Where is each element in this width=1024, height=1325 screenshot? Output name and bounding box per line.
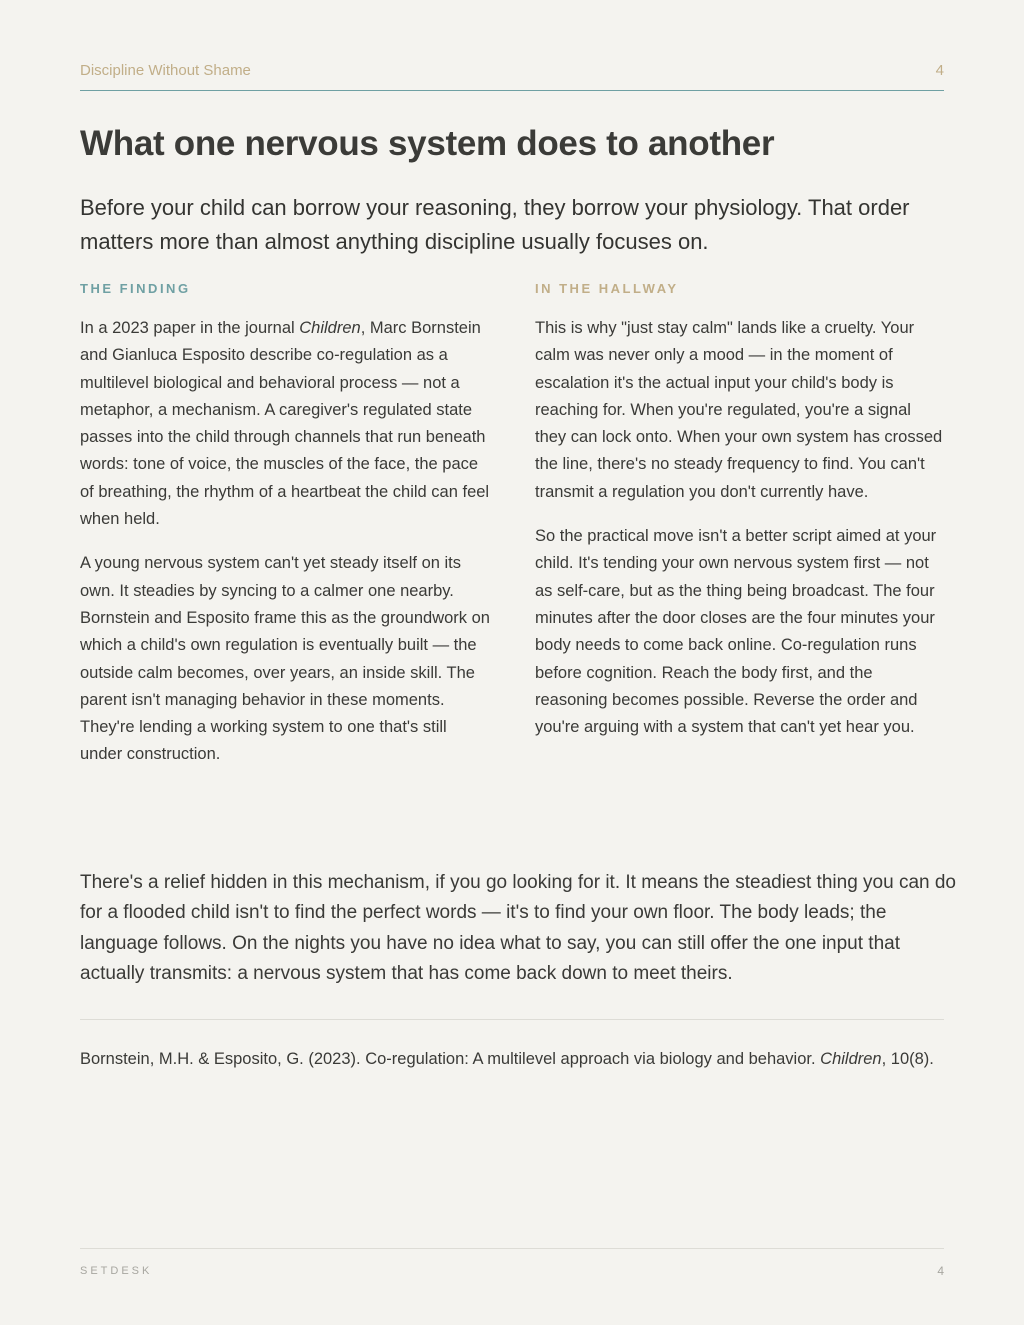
citation-divider bbox=[80, 1019, 944, 1020]
finding-paragraph-1-rest: , Marc Bornstein and Gianluca Esposito describe co-regulation as a multilevel biological and behavioral process — not a metaphor, a mechanism. A caregiver's regulated state passes into the child through channels that run beneath words: tone of voice, the muscles of the face, the pace of breathing, the rhythm of a heartbeat the child can feel when held. bbox=[80, 319, 490, 529]
finding-paragraph-1-start: In a 2023 paper in the journal bbox=[80, 319, 300, 337]
running-header-page-number: 4 bbox=[935, 62, 944, 79]
lede-paragraph: Before your child can borrow your reasoning, they borrow your physiology. That order matters more than almost anything discipline usually focuses on. bbox=[80, 195, 910, 254]
footer-brand: SETDESK bbox=[80, 1265, 153, 1277]
finding-label: THE FINDING bbox=[80, 281, 191, 296]
hallway-column bbox=[535, 281, 945, 758]
running-header bbox=[80, 60, 944, 91]
closing-paragraph: There's a relief hidden in this mechanism, if you go looking for it. It means the steadiest thing you can do for a flooded child isn't to find the perfect words — it's to find your own floor. The body leads; the language follows. On the nights you have no idea what to say, you can still offer the one input that actually transmits: a nervous system that has come back down to meet theirs. bbox=[80, 872, 956, 984]
hallway-paragraph-2: So the practical move isn't a better script aimed at your child. It's tending your own nervous system first — not as self-care, but as the thing being broadcast. The four minutes after the door closes are the four minutes your body needs to come back online. Co-regulation runs before cognition. Reach the body first, and the reasoning becomes possible. Reverse the order and you're arguing with a system that can't yet hear you. bbox=[535, 527, 937, 737]
running-header-title: Discipline Without Shame bbox=[80, 62, 251, 79]
finding-column bbox=[80, 281, 490, 786]
citation bbox=[80, 1046, 944, 1073]
citation-text: Bornstein, M.H. & Esposito, G. (2023). Co-regulation: A multilevel approach via biology and behavior. bbox=[80, 1050, 821, 1068]
citation-journal: Children bbox=[820, 1050, 882, 1068]
journal-title: Children bbox=[299, 319, 361, 337]
citation-issue: , 10(8). bbox=[881, 1050, 934, 1068]
finding-paragraph-1 bbox=[80, 315, 490, 533]
page-title: What one nervous system does to another bbox=[80, 124, 775, 163]
footer-divider bbox=[80, 1248, 944, 1249]
footer-page-number: 4 bbox=[937, 1264, 944, 1278]
hallway-paragraph-1: This is why "just stay calm" lands like a cruelty. Your calm was never only a mood — in the moment of escalation it's the actual input your child's body is reaching for. When you're regulated, you're a signal they can lock onto. When your own system has crossed the line, there's no steady frequency to find. You can't transmit a regulation you don't currently have. bbox=[535, 319, 943, 501]
hallway-label: IN THE HALLWAY bbox=[535, 281, 679, 296]
finding-paragraph-2: A young nervous system can't yet steady itself on its own. It steadies by syncing to a calmer one nearby. Bornstein and Esposito frame this as the groundwork on which a child's own regulation is eventually built — the outside calm becomes, over years, an inside skill. The parent isn't managing behavior in these moments. They're lending a working system to one that's still under construction. bbox=[80, 554, 490, 764]
